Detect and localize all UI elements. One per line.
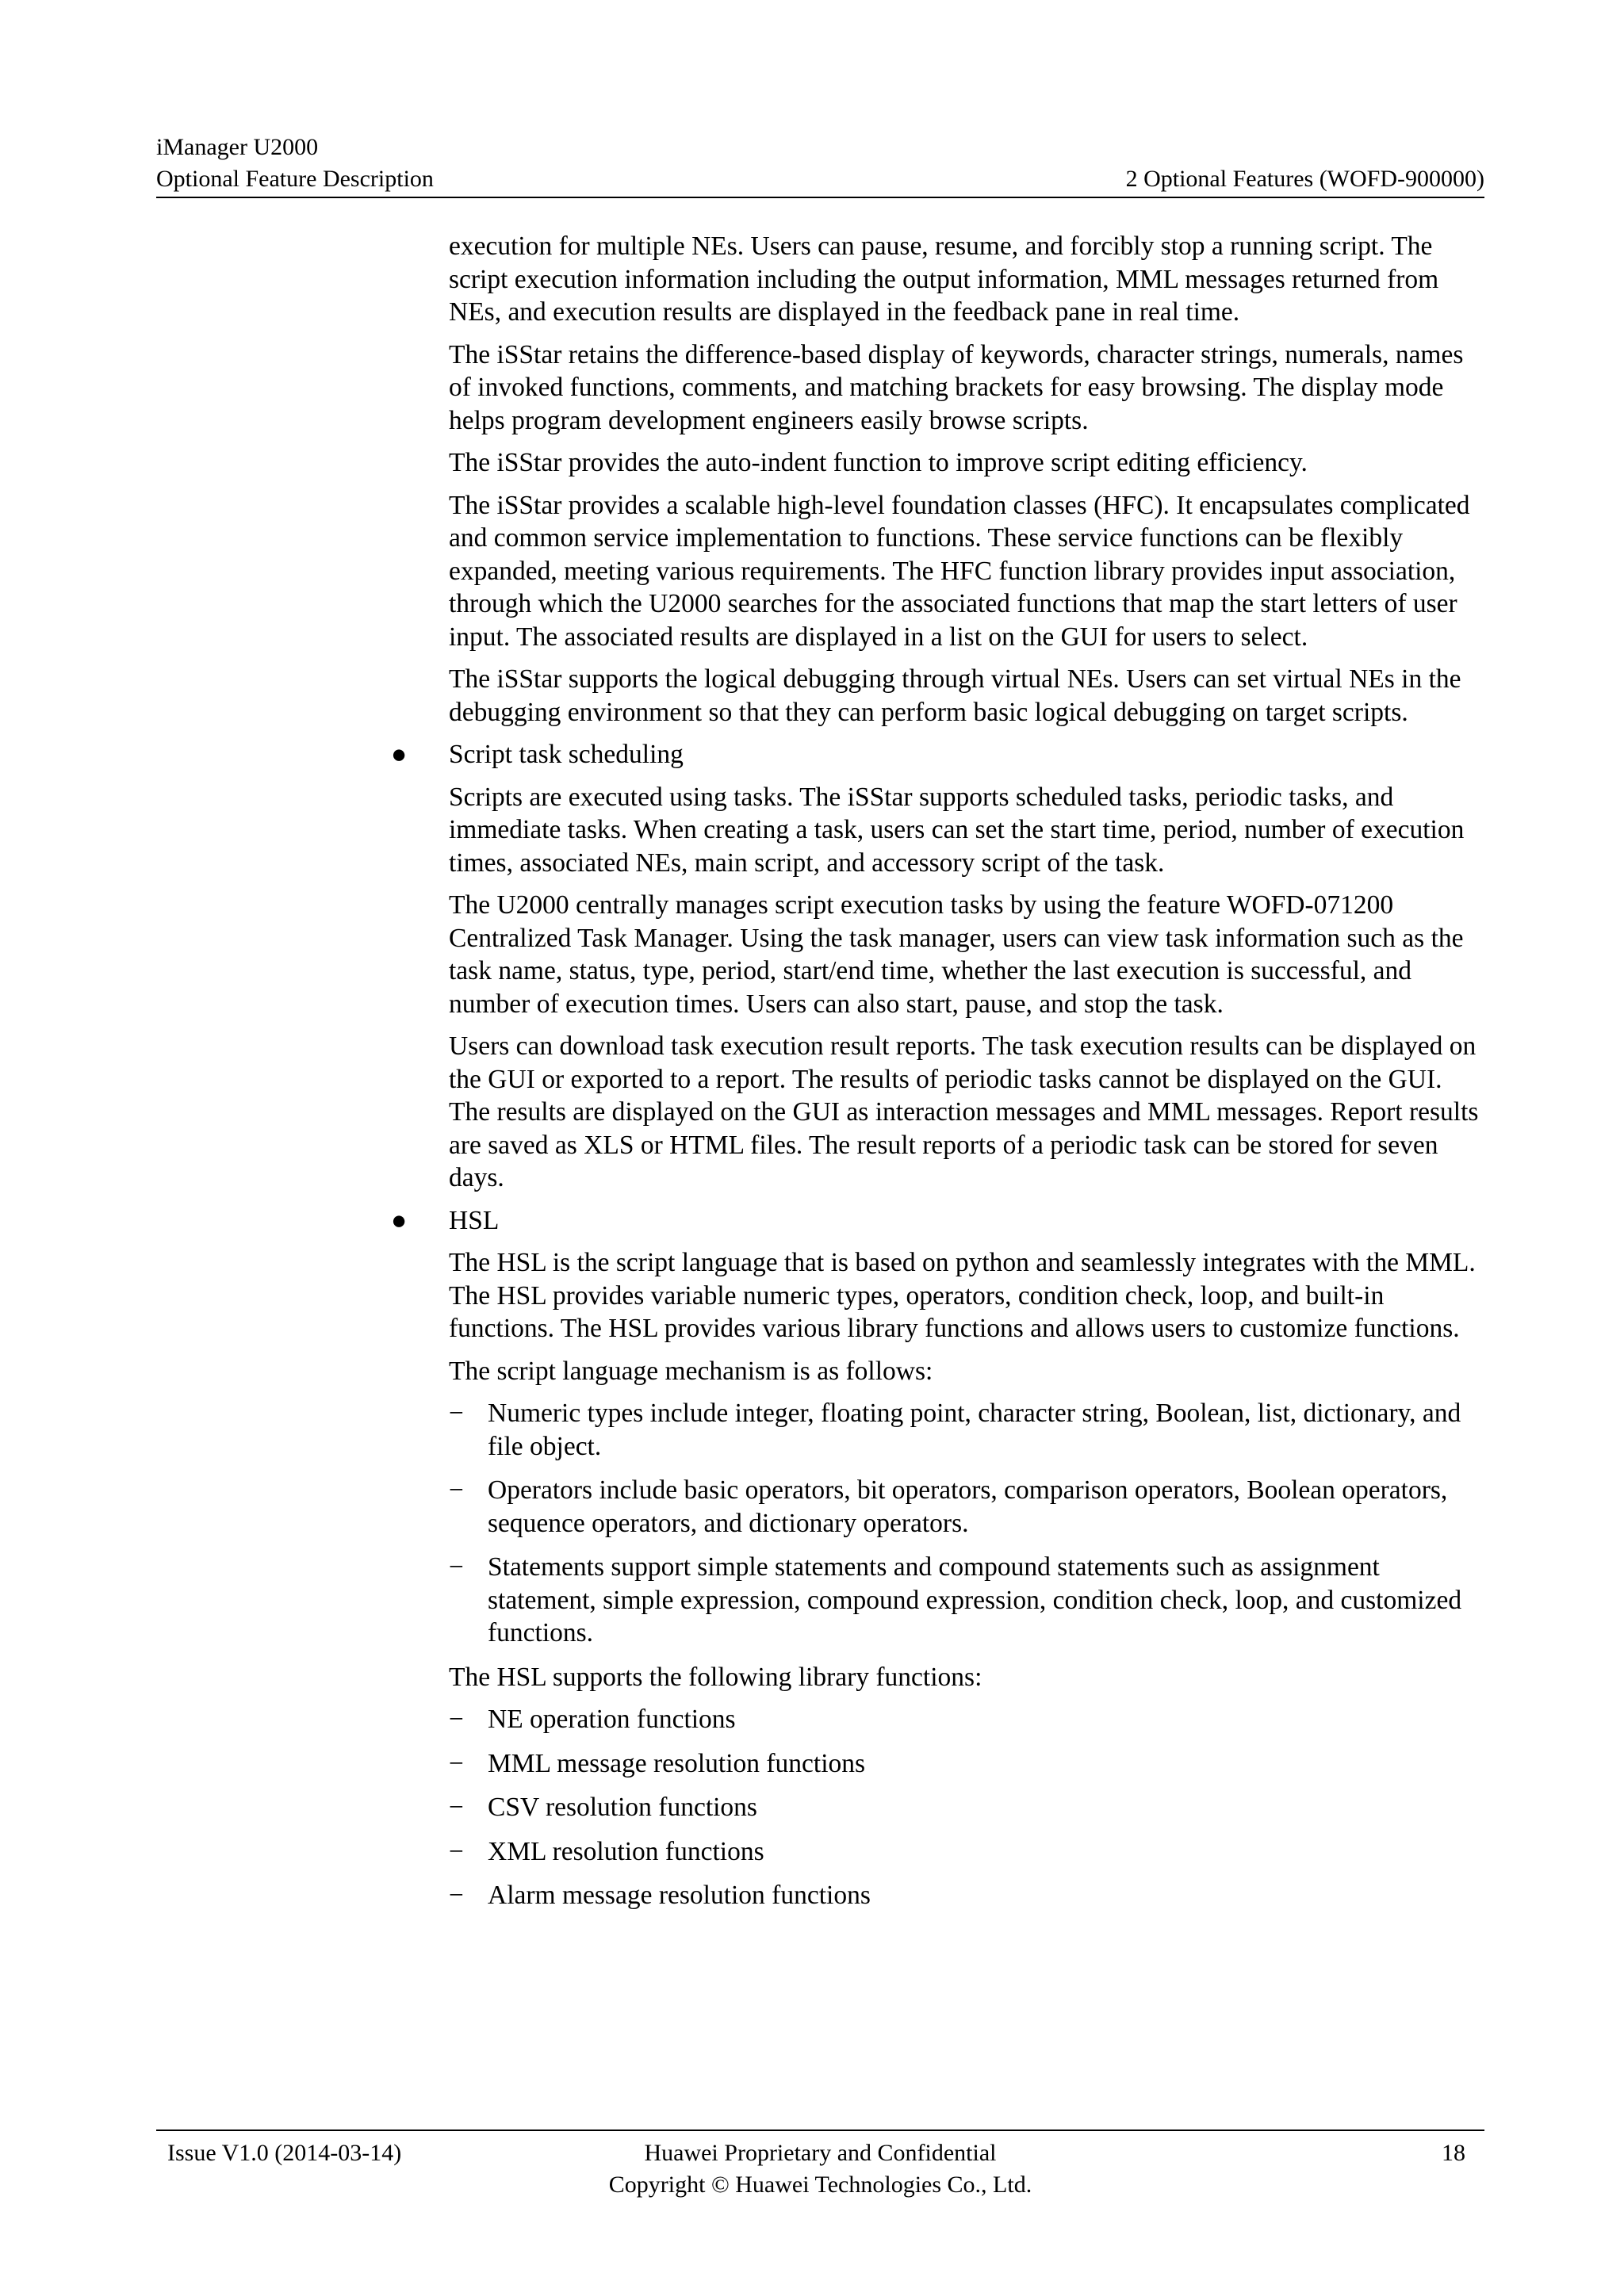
- list-item: [449, 1397, 1488, 1463]
- footer-issue: Issue V1.0 (2014-03-14): [167, 2140, 402, 2166]
- dash-icon: −: [449, 1836, 464, 1866]
- page-header: [156, 130, 1484, 198]
- footer-copyright: Copyright © Huawei Technologies Co., Ltd.: [608, 2172, 1032, 2198]
- paragraph: The HSL supports the following library functions:: [449, 1662, 982, 1692]
- list-item: [449, 1879, 1488, 1912]
- header-document-title: Optional Feature Description: [156, 166, 434, 192]
- dash-icon: −: [449, 1399, 464, 1428]
- bullet-label: Script task scheduling: [449, 740, 684, 769]
- header-product-name: iManager U2000: [156, 134, 319, 160]
- dash-icon: −: [449, 1705, 464, 1734]
- bullet-item-hsl: [391, 1204, 1488, 1238]
- header-chapter-title: 2 Optional Features (WOFD-900000): [1125, 166, 1484, 192]
- paragraph: The iSStar retains the difference-based display of keywords, character strings, numerals, names of invoked functions, comments, and matching brackets for easy browsing. The display mode helps program development engineers easily browse scripts.: [449, 339, 1464, 435]
- bullet-label: HSL: [449, 1205, 500, 1235]
- paragraph: The script language mechanism is as follows:: [449, 1356, 933, 1386]
- list-item-text: Numeric types include integer, floating point, character string, Boolean, list, dictionary, and file object.: [488, 1399, 1461, 1461]
- page-body: [391, 230, 1488, 1923]
- list-item: [449, 1474, 1488, 1540]
- dash-icon: −: [449, 1793, 464, 1822]
- dash-icon: −: [449, 1552, 464, 1582]
- footer-proprietary: Huawei Proprietary and Confidential: [644, 2140, 997, 2166]
- bullet-icon: ●: [391, 740, 408, 769]
- list-item-text: Operators include basic operators, bit operators, comparison operators, Boolean operators, sequence operators, and dictionary operators.: [488, 1475, 1448, 1538]
- paragraph: Scripts are executed using tasks. The iSStar supports scheduled tasks, periodic tasks, and immediate tasks. When creating a task, users can set the start time, period, number of execution times, associated NEs, main script, and accessory script of the task.: [449, 782, 1465, 878]
- list-item-text: NE operation functions: [488, 1705, 736, 1734]
- bullet-item-script-task-scheduling: [391, 738, 1488, 771]
- list-item-text: MML message resolution functions: [488, 1748, 866, 1778]
- list-item-text: Alarm message resolution functions: [488, 1881, 871, 1910]
- paragraph: The iSStar supports the logical debugging through virtual NEs. Users can set virtual NEs in the debugging environment so that they can perform basic logical debugging on target scripts.: [449, 664, 1461, 727]
- list-item-text: Statements support simple statements and compound statements such as assignment statement, simple expression, compound expression, condition check, loop, and customized functions.: [488, 1552, 1462, 1647]
- paragraph: Users can download task execution result reports. The task execution results can be displayed on the GUI or exported to a report. The results of periodic tasks cannot be displayed on the GUI. The results are displayed on the GUI as interaction messages and MML messages. Report results are saved as XLS or HTML files. The result reports of a periodic task can be stored for seven days.: [449, 1031, 1479, 1192]
- paragraph: execution for multiple NEs. Users can pause, resume, and forcibly stop a running script. The script execution information including the output information, MML messages returned from NEs, and execution results are displayed in the feedback pane in real time.: [449, 232, 1439, 327]
- bullet-icon: ●: [391, 1205, 408, 1235]
- dash-icon: −: [449, 1475, 464, 1505]
- list-item: [449, 1791, 1488, 1824]
- paragraph: The HSL is the script language that is based on python and seamlessly integrates with the MML. The HSL provides variable numeric types, operators, condition check, loop, and built-in functions. The HSL provides various library functions and allows users to customize functions.: [449, 1248, 1476, 1343]
- list-item-text: CSV resolution functions: [488, 1793, 757, 1822]
- list-item: [449, 1551, 1488, 1650]
- page-number: 18: [1442, 2140, 1465, 2166]
- paragraph: The iSStar provides a scalable high-level foundation classes (HFC). It encapsulates complicated and common service implementation to functions. These service functions can be flexibly expanded, meeting various requirements. The HFC function library provides input association, through which the U2000 searches for the associated functions that map the start letters of user input. The associated results are displayed in a list on the GUI for users to select.: [449, 490, 1470, 652]
- list-item: [449, 1747, 1488, 1781]
- page-footer: [156, 2130, 1484, 2198]
- dash-icon: −: [449, 1881, 464, 1910]
- footer-center: [156, 2137, 1484, 2201]
- paragraph: The iSStar provides the auto-indent function to improve script editing efficiency.: [449, 448, 1308, 477]
- list-item-text: XML resolution functions: [488, 1836, 764, 1866]
- dash-icon: −: [449, 1748, 464, 1778]
- list-item: [449, 1703, 1488, 1736]
- paragraph: The U2000 centrally manages script execution tasks by using the feature WOFD-071200 Centralized Task Manager. Using the task manager, users can view task information such as the task name, status, type, period, start/end time, whether the last execution is successful, and number of execution times. Users can also start, pause, and stop the task.: [449, 890, 1464, 1019]
- list-item: [449, 1835, 1488, 1869]
